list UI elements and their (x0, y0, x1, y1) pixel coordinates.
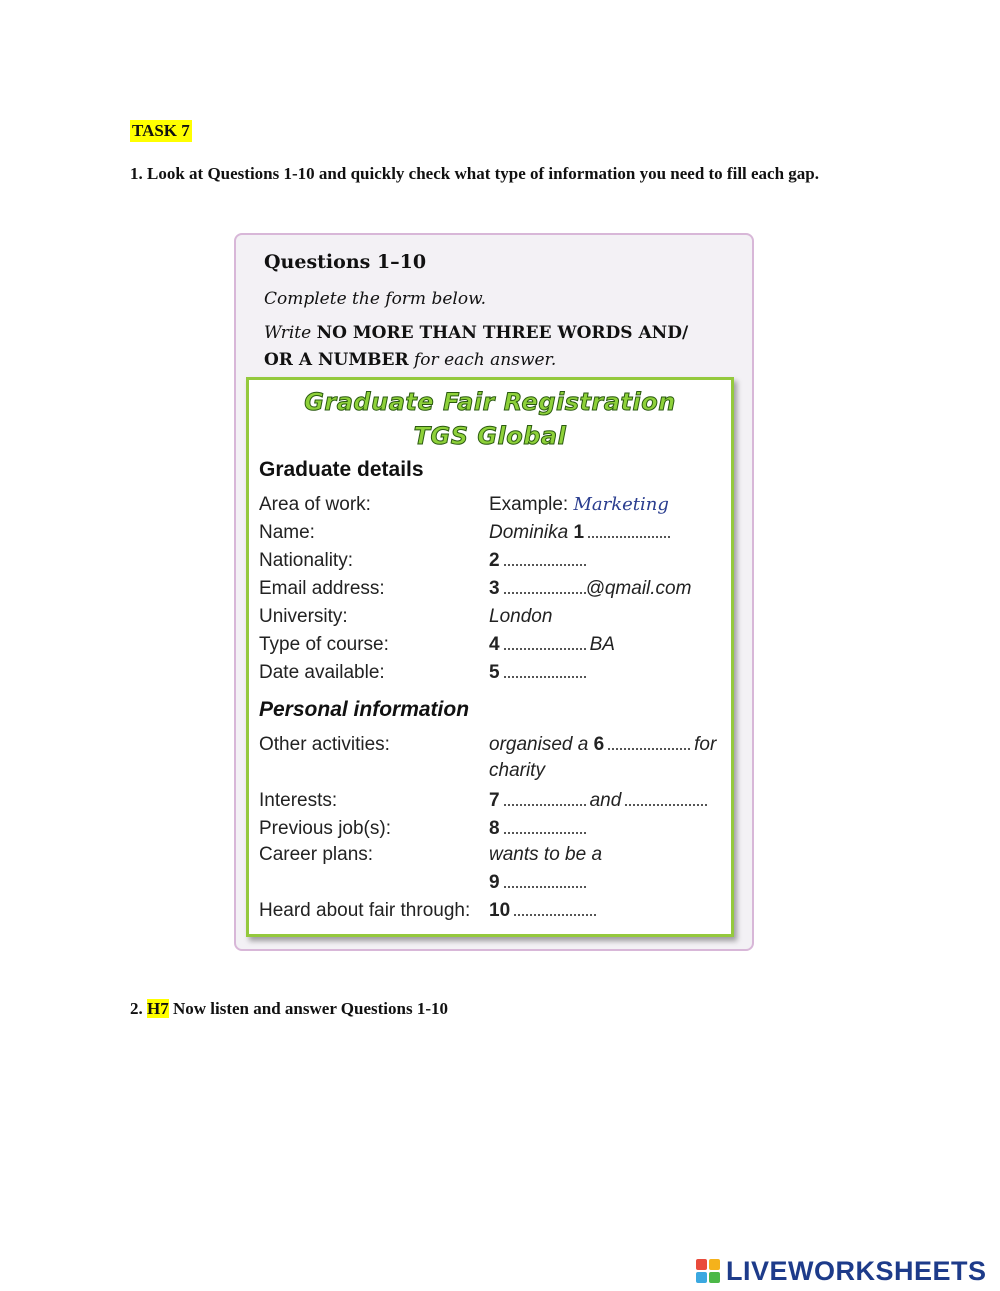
label-email: Email address: (259, 578, 385, 599)
task-2-instruction: 2. H7 Now listen and answer Questions 1-10 (130, 999, 449, 1018)
value-name: Dominika 1 (489, 522, 674, 544)
liveworksheets-logo[interactable] (696, 1256, 987, 1286)
answer-gap-2[interactable] (504, 563, 586, 566)
task-title: TASK 7 (132, 121, 190, 140)
answer-gap-7a[interactable] (504, 803, 586, 806)
label-other-activities: Other activities: (259, 734, 390, 755)
section-personal-information: Personal information (259, 698, 470, 721)
form-title-line-2: TGS Global (413, 422, 567, 450)
form-title-line-1: Graduate Fair Registration (304, 388, 676, 416)
questions-panel (234, 233, 754, 951)
answer-gap-9[interactable] (504, 885, 586, 888)
value-university: London (489, 606, 553, 627)
questions-line-2: Write NO MORE THAN THREE WORDS AND/ (264, 323, 689, 343)
label-date-available: Date available: (259, 662, 385, 683)
audio-code: H7 (147, 999, 169, 1018)
value-career-plans-line-2: 9 (489, 872, 590, 894)
value-area-of-work: Example: Marketing (489, 494, 669, 515)
logo-text: LIVEWORKSHEETS (726, 1255, 987, 1286)
answer-gap-6[interactable] (608, 747, 690, 750)
value-nationality: 2 (489, 550, 590, 572)
questions-line-1: Complete the form below. (264, 289, 487, 309)
answer-gap-3[interactable] (504, 591, 586, 594)
instruction-1: 1. Look at Questions 1-10 and quickly check what type of information you need to fill each gap. (130, 164, 820, 183)
label-interests: Interests: (259, 790, 338, 811)
value-course: 4 BA (489, 634, 615, 655)
label-nationality: Nationality: (259, 550, 353, 571)
answer-gap-7b[interactable] (625, 803, 707, 806)
label-name: Name: (259, 522, 315, 543)
value-interests: 7 and (489, 790, 711, 812)
questions-line-3: OR A NUMBER for each answer. (264, 350, 557, 370)
answer-gap-4[interactable] (504, 647, 586, 650)
handwritten-example: Marketing (573, 494, 669, 515)
logo-squares-icon (696, 1259, 720, 1283)
label-university: University: (259, 606, 348, 627)
value-heard-about: 10 (489, 900, 600, 922)
answer-gap-1[interactable] (588, 535, 670, 538)
answer-gap-10[interactable] (514, 913, 596, 916)
label-career-plans: Career plans: (259, 844, 374, 865)
value-date-available: 5 (489, 662, 590, 684)
label-previous-jobs: Previous job(s): (259, 818, 391, 839)
label-area-of-work: Area of work: (259, 494, 371, 515)
value-career-plans: wants to be a (489, 844, 603, 865)
label-heard-about: Heard about fair through: (259, 900, 471, 921)
section-graduate-details: Graduate details (259, 458, 424, 481)
answer-gap-5[interactable] (504, 675, 586, 678)
value-other-activities: organised a 6 for (489, 734, 717, 755)
registration-form (246, 377, 734, 937)
value-other-activities-line-2: charity (489, 760, 545, 781)
value-email: 3 @qmail.com (489, 578, 692, 599)
value-previous-jobs: 8 (489, 818, 590, 840)
label-course: Type of course: (259, 634, 389, 655)
answer-gap-8[interactable] (504, 831, 586, 834)
questions-heading: Questions 1–10 (264, 251, 427, 273)
